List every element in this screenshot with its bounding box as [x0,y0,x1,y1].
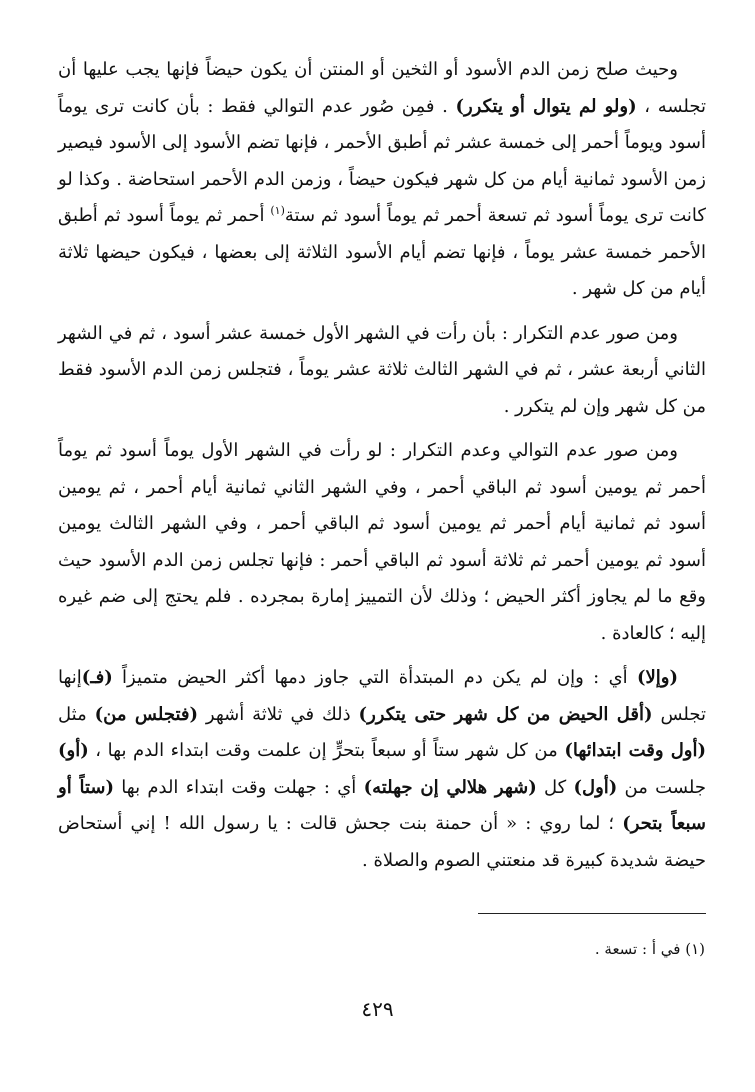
p4-bold-3: (أقل الحيض من كل شهر حتى يتكرر) [358,703,653,725]
paragraph-4 [58,660,706,879]
p1-text-1: وحيث صلح زمن الدم الأسود أو الثخين أو المنتن أن يكون حيضاً فإنها يجب عليها أن تجلسه ، [58,59,706,117]
p4-bold-2: (فـ) [81,667,113,688]
p4-bold-5: (أول وقت ابتدائها) [564,740,706,761]
footnote-text: في أ : تسعة . [594,940,681,958]
p1-text-3: أحمر ثم يوماً أسود ثم أطبق الأحمر خمسة عشر يوماً ، فإنها تضم أيام الأسود الثلاثة إلى بعضها ، فيكون حيضها ثلاثة أيام من كل شهر . [58,205,706,299]
p4-text-8: أي : جهلت وقت ابتداء الدم بها [114,776,364,798]
footnote [595,938,705,960]
p3-text-1: ومن صور عدم التوالي وعدم التكرار : لو رأت في الشهر الأول يوماً أسود ثم يوماً أحمر ثم يومين أسود ثم الباقي أحمر ، وفي الشهر الثاني ثمانية أيام أحمر ، ثم يومين أسود ثم ثمانية أيام أحمر ثم يومين أسود ثم الباقي أحمر ، وفي الشهر الثالث يومين أسود ثم يومين أحمر ثم ثلاثة أسود ثم الباقي أحمر : فإنها تجلس زمن الدم الأسود حيث وقع ما لم يجاوز أكثر الحيض ؛ وذلك لأن التمييز إمارة بمجرده . فلم يحتج إلى ضم غيره إليه ؛ كالعادة . [58,440,706,644]
p1-bold-1: (ولو لم يتوال أو يتكرر) [455,95,637,117]
p4-text-6: جلست من [617,776,706,798]
paragraph-3 [58,433,706,652]
p2-text-1: ومن صور عدم التكرار : بأن رأت في الشهر الأول خمسة عشر أسود ، ثم في الشهر الثاني أربعة عشر ، ثم في الشهر الثالث ثلاثة عشر يوماً ، فتجلس زمن الدم الأسود فقط من كل شهر وإن لم يتكرر . [58,322,706,417]
p1-text-2: . فمِن صُور عدم التوالي فقط : بأن كانت ترى يوماً أسود ويوماً أحمر إلى خمسة عشر ثم أطبق الأحمر ، فإنها تضم الأسود إلى الأسود فيصير زمن الأسود ثمانية أيام من كل شهر فيكون حيضاً ، وزمن الدم الأحمر استحاضة . وكذا لو كانت ترى يوماً أسود ثم تسعة أحمر ثم يوماً أسود ثم ستة [58,95,706,226]
p4-bold-6: (أو) [58,740,89,761]
p4-text-1: أي : وإن لم يكن دم المبتدأة التي جاوز دمها أكثر الحيض متميزاً [112,667,637,688]
p4-bold-8: (شهر هلالي إن جهلته) [363,776,537,798]
p4-text-2: إنها تجلس [58,667,706,725]
p4-text-5: من كل شهر ستاً أو سبعاً بتحرٍّ إن علمت وقت ابتداء الدم بها ، [88,740,565,761]
paragraph-2 [58,316,706,426]
p4-bold-7: (أول) [573,776,618,798]
footnote-ref[interactable]: (١) [270,204,285,217]
p4-text-4: مثل [58,703,95,725]
p4-bold-1: (وإلا) [637,667,678,688]
p4-text-3: ذلك في ثلاثة أشهر [198,703,359,725]
main-text [58,52,706,879]
p4-text-7: كل [536,776,574,798]
p4-bold-9: (ستاً أو سبعاً بتحر) [58,776,706,834]
footnote-number: (١) [685,940,705,958]
paragraph-1 [58,52,706,308]
page-number: ٤٢٩ [361,997,394,1021]
footnote-divider [478,913,706,914]
p4-text-9: ؛ لما روي : « أن حمنة بنت جحش قالت : يا رسول الله ! إني أستحاض حيضة شديدة كبيرة قد منعتني الصوم والصلاة . [58,813,706,871]
p4-bold-4: (فتجلس من) [94,703,199,725]
